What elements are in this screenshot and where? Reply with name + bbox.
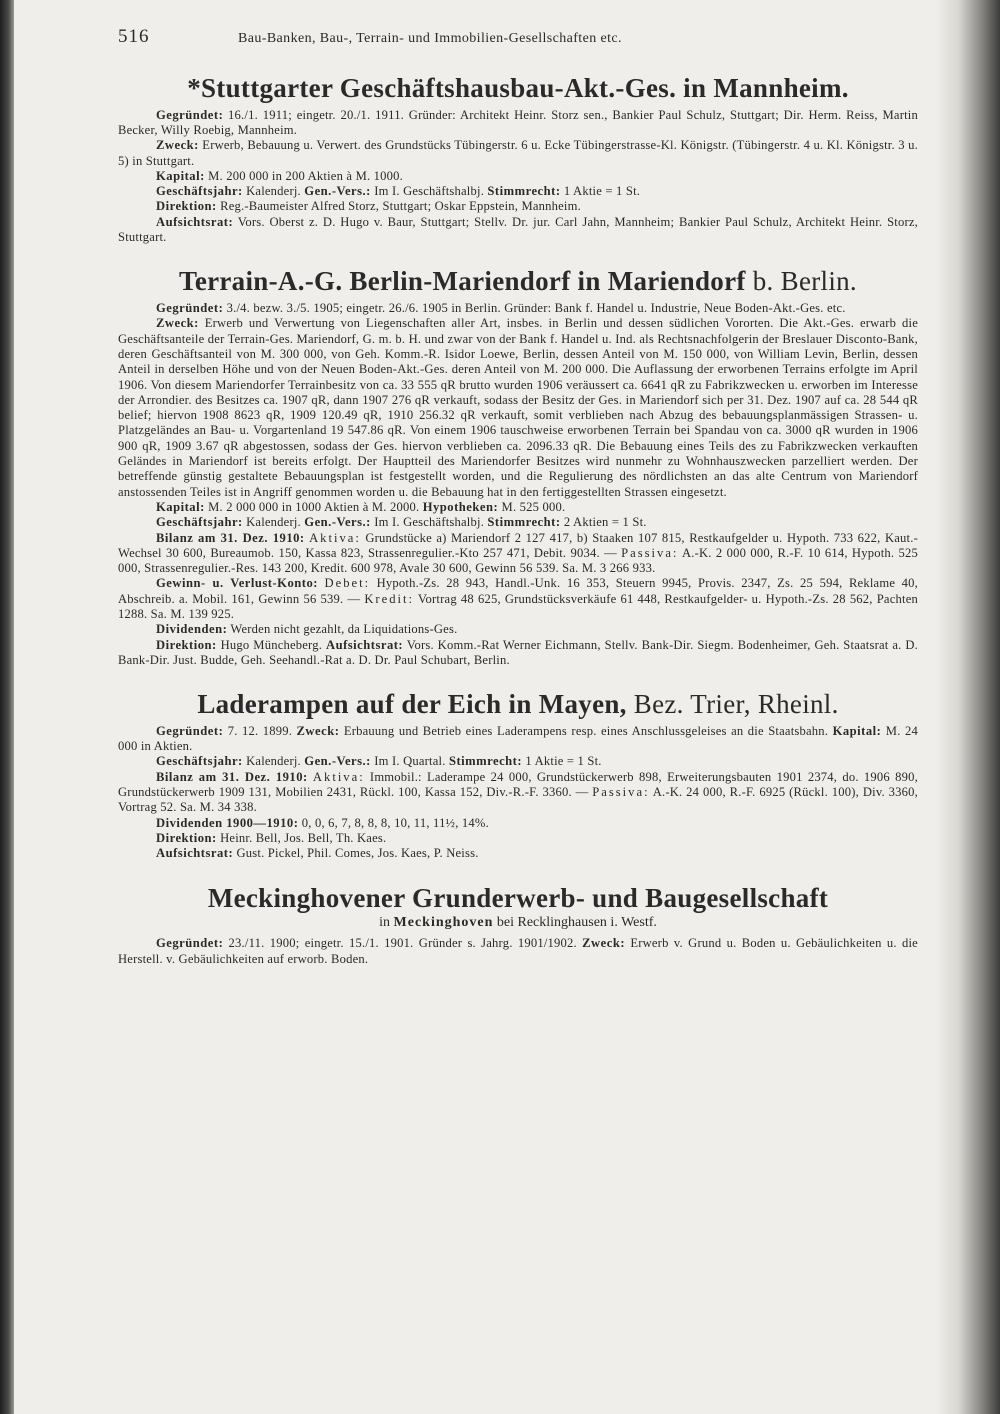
- entry-paragraph: [118, 831, 918, 846]
- field-text: 1 Aktie = 1 St.: [525, 754, 602, 769]
- entry-paragraph: [118, 215, 918, 246]
- field-text: Kalenderj.: [246, 515, 301, 530]
- entry-paragraph: [118, 576, 918, 622]
- field-label: Dividenden 1900—1910:: [156, 815, 299, 830]
- field-label-spaced: Passiva:: [592, 785, 650, 800]
- entry-subtitle: [118, 915, 918, 931]
- entry-title-main: Laderampen auf der Eich in Mayen,: [197, 689, 627, 720]
- entry-title-main: Terrain-A.-G. Berlin-Mariendorf in Mariendorf: [179, 266, 746, 297]
- field-text: 16./1. 1911; eingetr. 20./1. 1911. Gründer: Architekt Heinr. Storz sen., Bankier Paul Schulz, Stuttgart; Dir. Herm. Reiss, Martin Becker, Willy Roebig, Mannheim.: [118, 107, 918, 137]
- field-text: Erwerb, Bebauung u. Verwert. des Grundstücks Tübingerstr. 6 u. Ecke Tübingerstrasse-Kl. Königstr. (Tübingerstr. 4 u. Kl. Königstr. 3 u. 5) in Stuttgart.: [118, 138, 918, 168]
- entry-paragraph: [118, 108, 918, 139]
- field-text: 7. 12. 1899.: [227, 723, 293, 738]
- entry-paragraph: [118, 169, 918, 184]
- entry-paragraph: [118, 770, 918, 816]
- subtitle-post: bei Recklinghausen i. Westf.: [496, 915, 657, 931]
- field-text: Werden nicht gezahlt, da Liquidations-Ges.: [230, 622, 458, 637]
- field-label-spaced: Aktiva:: [312, 769, 365, 784]
- field-text: Grundstücke a) Mariendorf 2 127 417, b) Staaken 107 815, Restkaufgelder u. Hypoth. 733 622, Kaut.-Wechsel 30 600, Bureaumob. 150, Kassa 823, Strassenregulier.-Kto 257 471, Debit. 9034. —: [118, 530, 918, 560]
- field-text: Erwerb v. Grund u. Boden u. Gebäulichkeiten u. die Herstell. v. Gebäulichkeiten auf erworb. Boden.: [118, 936, 918, 966]
- field-text: 3./4. bezw. 3./5. 1905; eingetr. 26./6. 1905 in Berlin. Gründer: Bank f. Handel u. Industrie, Neue Boden-Akt.-Ges. etc.: [226, 301, 846, 316]
- field-text: A.-K. 24 000, R.-F. 6925 (Rückl. 100), Div. 3360, Vortrag 52. Sa. M. 34 338.: [118, 785, 918, 815]
- field-label: Kapital:: [156, 168, 205, 183]
- scan-edge-right: [936, 0, 1000, 1414]
- field-label-spaced: Kredit:: [364, 591, 415, 606]
- entry-paragraph: [118, 816, 918, 831]
- field-text: Im I. Geschäftshalbj.: [374, 515, 485, 530]
- entry-paragraph: [118, 301, 918, 316]
- field-text: Kalenderj.: [246, 754, 301, 769]
- field-text: 0, 0, 6, 7, 8, 8, 8, 10, 11, 11½, 14%.: [301, 815, 489, 830]
- entry-paragraph: [118, 754, 918, 769]
- field-label: Geschäftsjahr:: [156, 184, 243, 199]
- entry-laderampen-mayen: [118, 690, 918, 861]
- field-text: 2 Aktien = 1 St.: [563, 515, 647, 530]
- field-label: Kapital:: [832, 723, 882, 738]
- field-label: Gen.-Vers.:: [304, 184, 371, 199]
- entry-title-sub: Bez. Trier, Rheinl.: [633, 689, 839, 720]
- subtitle-place: Meckinghoven: [393, 915, 494, 931]
- field-label: Gewinn- u. Verlust-Konto:: [156, 576, 318, 591]
- field-text: Erbauung und Betrieb eines Laderampens resp. eines Anschlussgeleises an die Staatsbahn.: [343, 723, 829, 738]
- field-label: Aufsichtsrat:: [325, 637, 404, 652]
- field-text: M. 200 000 in 200 Aktien à M. 1000.: [208, 168, 403, 183]
- field-text: Vors. Oberst z. D. Hugo v. Baur, Stuttgart; Stellv. Dr. jur. Carl Jahn, Mannheim; Bankier Paul Schulz, Architekt Heinr. Storz, Stuttgart.: [118, 214, 918, 245]
- field-label: Geschäftsjahr:: [156, 515, 243, 530]
- entry-paragraph: [118, 500, 918, 515]
- running-title: Bau-Banken, Bau-, Terrain- und Immobilien-Gesellschaften etc.: [238, 31, 622, 46]
- entry-title: Meckinghovener Grunderwerb- und Baugesellschaft: [207, 882, 829, 913]
- field-label: Aufsichtsrat:: [156, 846, 234, 861]
- field-text: Im I. Geschäftshalbj.: [374, 184, 485, 199]
- field-label: Gegründet:: [156, 107, 224, 122]
- field-text: Erwerb und Verwertung von Liegenschaften aller Art, insbes. in Berlin und dessen südlichen Vororten. Die Akt.-Ges. erwarb die Geschäftsanteile der Terrain-Ges. Mariendorf, G. m. b. H. und zwar von der Bank f. Handel u. Ind. als Rechtsnachfolgerin der Breslauer Disconto-Bank, deren Geschäftsanteil von M. 300 000, von Geh. Komm.-R. Isidor Loewe, Berlin, dessen Anteil von M. 150 000, von William Levin, Berlin, dessen Anteil in derselben Höhe und von der Neuen Boden-Akt.-Ges. deren Anteil von M. 200 000. Die Auflassung der erworbenen Terrains erfolgte im April 1906. Von diesem Mariendorfer Terrainbesitz von ca. 33 555 qR brutto wurden 1906 veräussert ca. 6641 qR zu Fabrikzwecken u. erworben im Interesse der Arrondier. des Besitzes ca. 1907 qR, dann 1907 276 qR verkauft, sodass der Besitz der Ges. in Mariendorf sich per 31. Dez. 1907 auf ca. 28 544 qR belief; hiervon 1908 8623 qR, 1909 120.49 qR, 1910 256.32 qR verkauft, somit verblieben nach Abzug des bebauungsplanmässigen Strassen- u. Platzgeländes an Bau- u. Vorgartenland 19 547.86 qR. Von einem 1906 tauschweise erworbenen Terrain bei Spandau von ca. 3000 qR wurden in 1906 900 qR, 1909 3.67 qR abgestossen, sodass der Ges. hiervon verblieben ca. 2096.33 qR. Die Bebauung eines Teils des zu Fabrikzwecken verkauften Geländes in Mariendorf ist bereits erfolgt. Der Hauptteil des Mariendorfer Besitzes wird nunmehr zu Wohnhauszwecken parzelliert werden. Der betreffende günstig gestaltete Bebauungsplan ist festgestellt worden, und die Regulierung des nördlichsten an das alte Centrum von Mariendorf anstossenden Teiles ist in Angriff genommen worden u. die Bebauung hat in den fertiggestellten Strassen eingesetzt.: [118, 316, 918, 499]
- field-text: 23./11. 1900; eingetr. 15./1. 1901. Gründer s. Jahrg. 1901/1902.: [228, 936, 577, 951]
- field-label: Bilanz am 31. Dez. 1910:: [156, 530, 305, 545]
- field-label: Gegründet:: [156, 301, 224, 316]
- field-label: Zweck:: [582, 936, 626, 951]
- field-label: Gen.-Vers.:: [304, 754, 371, 769]
- entry-paragraph: [118, 531, 918, 577]
- field-label: Gegründet:: [156, 936, 224, 951]
- entry-paragraph: [118, 199, 918, 214]
- entry-title-sub: b. Berlin.: [752, 266, 857, 297]
- field-label: Zweck:: [156, 316, 199, 331]
- entry-title: *Stuttgarter Geschäftshausbau-Akt.-Ges. in Mannheim.: [187, 73, 849, 103]
- entry-paragraph: [118, 936, 918, 967]
- entry-paragraph: [118, 138, 918, 169]
- field-text: 1 Aktie = 1 St.: [563, 184, 641, 199]
- field-label: Gen.-Vers.:: [304, 515, 371, 530]
- field-text: A.-K. 2 000 000, R.-F. 10 614, Hypoth. 525 000, Strassenregulier.-Res. 143 200, Kredit. 600 978, Avale 30 600, Gewinn 56 539. Sa. M. 3 266 933.: [118, 545, 918, 576]
- field-text: M. 24 000 in Aktien.: [118, 723, 918, 754]
- field-label: Hypotheken:: [422, 499, 499, 514]
- field-label: Kapital:: [156, 499, 205, 514]
- entry-paragraph: [118, 316, 918, 500]
- field-text: Hypoth.-Zs. 28 943, Handl.-Unk. 16 353, Steuern 9945, Provis. 2347, Zs. 25 594, Reklame 40, Abschreib. a. Mobil. 161, Gewinn 56 539. —: [118, 576, 918, 606]
- entry-paragraph: [118, 638, 918, 669]
- field-label-spaced: Debet:: [324, 576, 371, 591]
- running-head: [118, 26, 918, 60]
- entry-paragraph: [118, 846, 918, 861]
- field-text: Im I. Quartal.: [374, 754, 446, 769]
- page-number: 516: [118, 26, 150, 47]
- field-label: Gegründet:: [156, 723, 224, 738]
- field-text: Vors. Komm.-Rat Werner Eichmann, Stellv. Bank-Dir. Siegm. Bodenheimer, Geh. Staatsrat a. D. Bank-Dir. Just. Budde, Geh. Seehandl.-Rat a. D. Dr. Paul Schubart, Berlin.: [118, 637, 918, 667]
- field-label: Direktion:: [156, 830, 217, 845]
- entry-paragraph: [118, 622, 918, 637]
- field-label: Bilanz am 31. Dez. 1910:: [156, 769, 308, 784]
- entry-paragraph: [118, 724, 918, 755]
- entry-title: [118, 690, 918, 720]
- document-page: [118, 26, 918, 1406]
- entry-paragraph: [118, 184, 918, 199]
- field-label: Dividenden:: [156, 622, 228, 637]
- field-text: Heinr. Bell, Jos. Bell, Th. Kaes.: [220, 830, 387, 845]
- field-label: Zweck:: [156, 138, 199, 153]
- scan-edge-left: [0, 0, 14, 1414]
- field-label: Stimmrecht:: [448, 754, 523, 769]
- entry-paragraph: [118, 515, 918, 530]
- entry-stuttgarter: [118, 74, 918, 245]
- field-text: M. 2 000 000 in 1000 Aktien à M. 2000.: [208, 499, 420, 514]
- field-text: M. 525 000.: [501, 499, 566, 514]
- field-label: Stimmrecht:: [487, 184, 561, 199]
- field-label-spaced: Passiva:: [621, 545, 679, 560]
- subtitle-pre: in: [379, 915, 391, 931]
- field-label-spaced: Aktiva:: [309, 530, 361, 545]
- field-text: Vortrag 48 625, Grundstücksverkäufe 61 448, Restkaufgelder- u. Hypoth.-Zs. 28 562, Pachten 1288. Sa. M. 139 925.: [118, 591, 918, 621]
- field-label: Stimmrecht:: [487, 515, 561, 530]
- field-label: Zweck:: [296, 723, 340, 738]
- field-text: Reg.-Baumeister Alfred Storz, Stuttgart; Oskar Eppstein, Mannheim.: [220, 199, 581, 214]
- field-text: Kalenderj.: [246, 184, 301, 199]
- entry-terrain-mariendorf: [118, 267, 918, 668]
- entry-title: [118, 267, 918, 297]
- field-text: Hugo Müncheberg.: [220, 637, 323, 652]
- field-label: Direktion:: [156, 199, 217, 214]
- field-text: Gust. Pickel, Phil. Comes, Jos. Kaes, P. Neiss.: [236, 846, 479, 861]
- field-text: Immobil.: Laderampe 24 000, Grundstückerwerb 898, Erweiterungsbauten 1901 2374, do. 1906 890, Grundstückerwerb 1909 131, Mobilien 2431, Rückl. 100, Kassa 152, Div.-R.-F. 3360. —: [118, 769, 918, 800]
- field-label: Direktion:: [156, 637, 217, 652]
- entry-meckinghovener: [118, 884, 918, 967]
- field-label: Aufsichtsrat:: [156, 214, 234, 229]
- field-label: Geschäftsjahr:: [156, 754, 243, 769]
